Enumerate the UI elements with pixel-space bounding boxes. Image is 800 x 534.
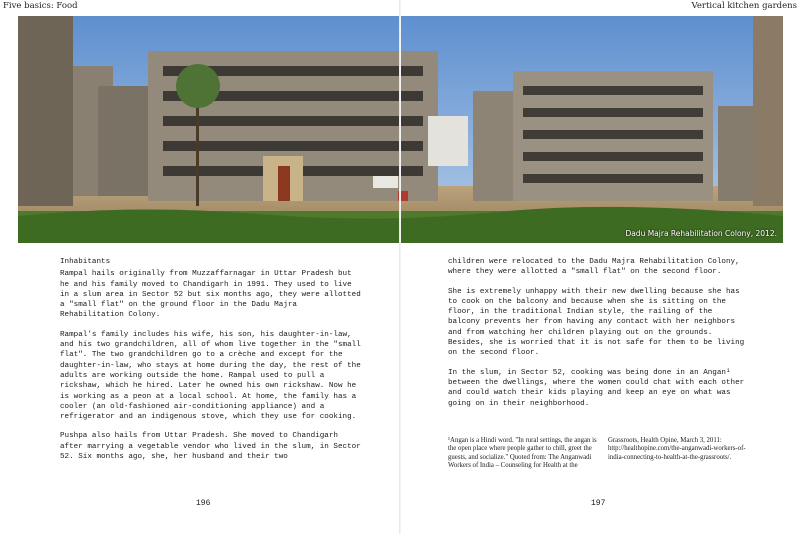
section-heading: Inhabitants [60,258,111,266]
photo-caption: Dadu Majra Rehabilitation Colony, 2012. [625,229,777,238]
paragraph: Pushpa also hails from Uttar Pradesh. She moved to Chandigarh after marrying a vegetable vendor who lived in the slum, in Sector 52. Six months ago, she, her husband and their two [60,432,361,462]
paragraph: Rampal’s family includes his wife, his son, his daughter-in-law, and his two grandchildren, all of whom live together in the "small flat". The two grandchildren go to a crèche and except for the daughter-in-law, who stays at home during the day, the rest of the adults are working outside the home. Rampal used to pull a rickshaw, which he hired. Later he owned his own rickshaw. Now he is working as a peon at a local school. At home, the family has a cooler (an old-fashioned air-conditioning appliance) and a refrigerator and an indigenous stove, which they use for cooking. [60,330,361,422]
left-page-text [60,257,365,471]
paragraph: children were relocated to the Dadu Majra Rehabilitation Colony, where they were allotted a "small flat" on the second floor. [448,258,740,277]
paragraph: She is extremely unhappy with their new dwelling because she has to cook on the balcony and because when she is sitting on the floor, in the traditional Indian style, the railing of the balcony prevents her from having any contact with her neighbors and from watching her children playing out on the grounds. Besides, she is worried that it is not safe for them to be living on the second floor. [448,287,745,358]
page-number-right: 197 [591,499,606,508]
running-header-right: Vertical kitchen gardens [691,1,797,11]
paragraph: In the slum, in Sector 52, cooking was being done in an Angan¹ between the dwellings, where the women could chat with each other and could watch their kids playing and keep an eye on what was going on in their neighborhood. [448,368,745,408]
footnote-col-1: ¹Angan is a Hindi word. "In rural settings, the angan is the open place where people gather to chill, greet the guests, and socialize." Quoted from: The Anganwadi Workers of India – Counseling for Health at the [448,437,597,470]
right-page-text [448,257,748,418]
paragraph: Rampal hails originally from Muzzaffarnagar in Uttar Pradesh but he and his family moved to Chandigarh in 1991. They used to live in a slum area in Sector 52 but six months ago, they were allotted a "small flat" on the ground floor in the Dadu Majra Rehabilitation Colony. [60,270,361,320]
footnote [448,437,748,471]
book-gutter [399,0,401,534]
running-header-left: Five basics: Food [3,1,78,11]
footnote-col-2: Grassroots, Health Opine, March 3, 2011: http://healthopine.com/the-anganwadi-workers-of-india-connecting-to-health-at-the-grassroots/. [608,437,746,461]
page-number-left: 196 [196,499,211,508]
